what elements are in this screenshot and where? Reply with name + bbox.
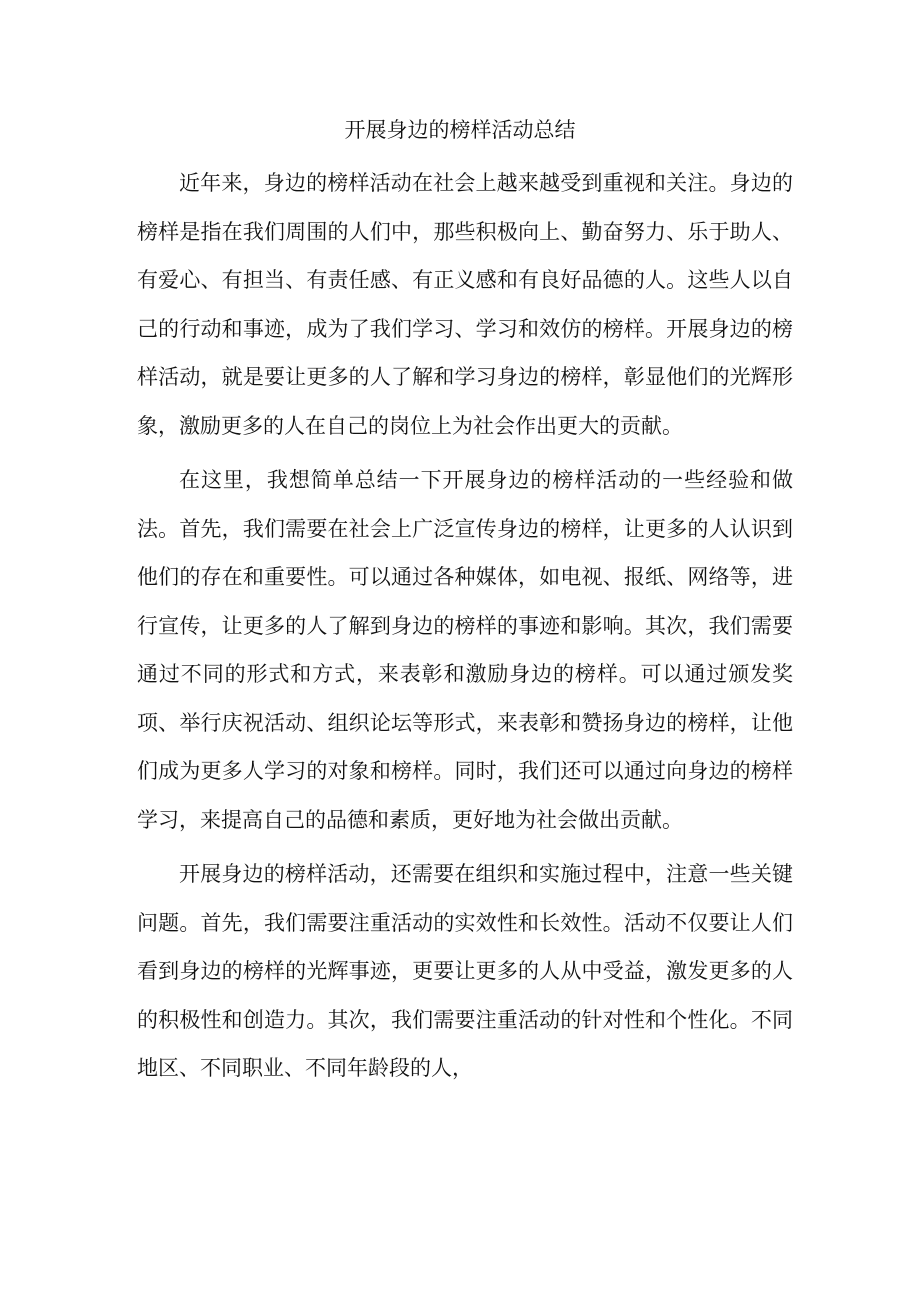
paragraph: 开展身边的榜样活动，还需要在组织和实施过程中，注意一些关键问题。首先，我们需要注重活动的实效性和长效性。活动不仅要让人们看到身边的榜样的光辉事迹，更要让更多的人从中受益，激发更多的人的积极性和创造力。其次，我们需要注重活动的针对性和个性化。不同地区、不同职业、不同年龄段的人， bbox=[137, 862, 793, 1080]
paragraph: 在这里，我想简单总结一下开展身边的榜样活动的一些经验和做法。首先，我们需要在社会上广泛宣传身边的榜样，让更多的人认识到他们的存在和重要性。可以通过各种媒体，如电视、报纸、网络等，进行宣传，让更多的人了解到身边的榜样的事迹和影响。其次，我们需要通过不同的形式和方式，来表彰和激励身边的榜样。可以通过颁发奖项、举行庆祝活动、组织论坛等形式，来表彰和赞扬身边的榜样，让他们成为更多人学习的对象和榜样。同时，我们还可以通过向身边的榜样学习，来提高自己的品德和素质，更好地为社会做出贡献。 bbox=[137, 468, 793, 832]
document-body bbox=[137, 159, 793, 1099]
paragraph: 近年来，身边的榜样活动在社会上越来越受到重视和关注。身边的榜样是指在我们周围的人们中，那些积极向上、勤奋努力、乐于助人、有爱心、有担当、有责任感、有正义感和有良好品德的人。这些人以自己的行动和事迹，成为了我们学习、学习和效仿的榜样。开展身边的榜样活动，就是要让更多的人了解和学习身边的榜样，彰显他们的光辉形象，激励更多的人在自己的岗位上为社会作出更大的贡献。 bbox=[137, 171, 793, 438]
document-title: 开展身边的榜样活动总结 bbox=[344, 118, 576, 142]
